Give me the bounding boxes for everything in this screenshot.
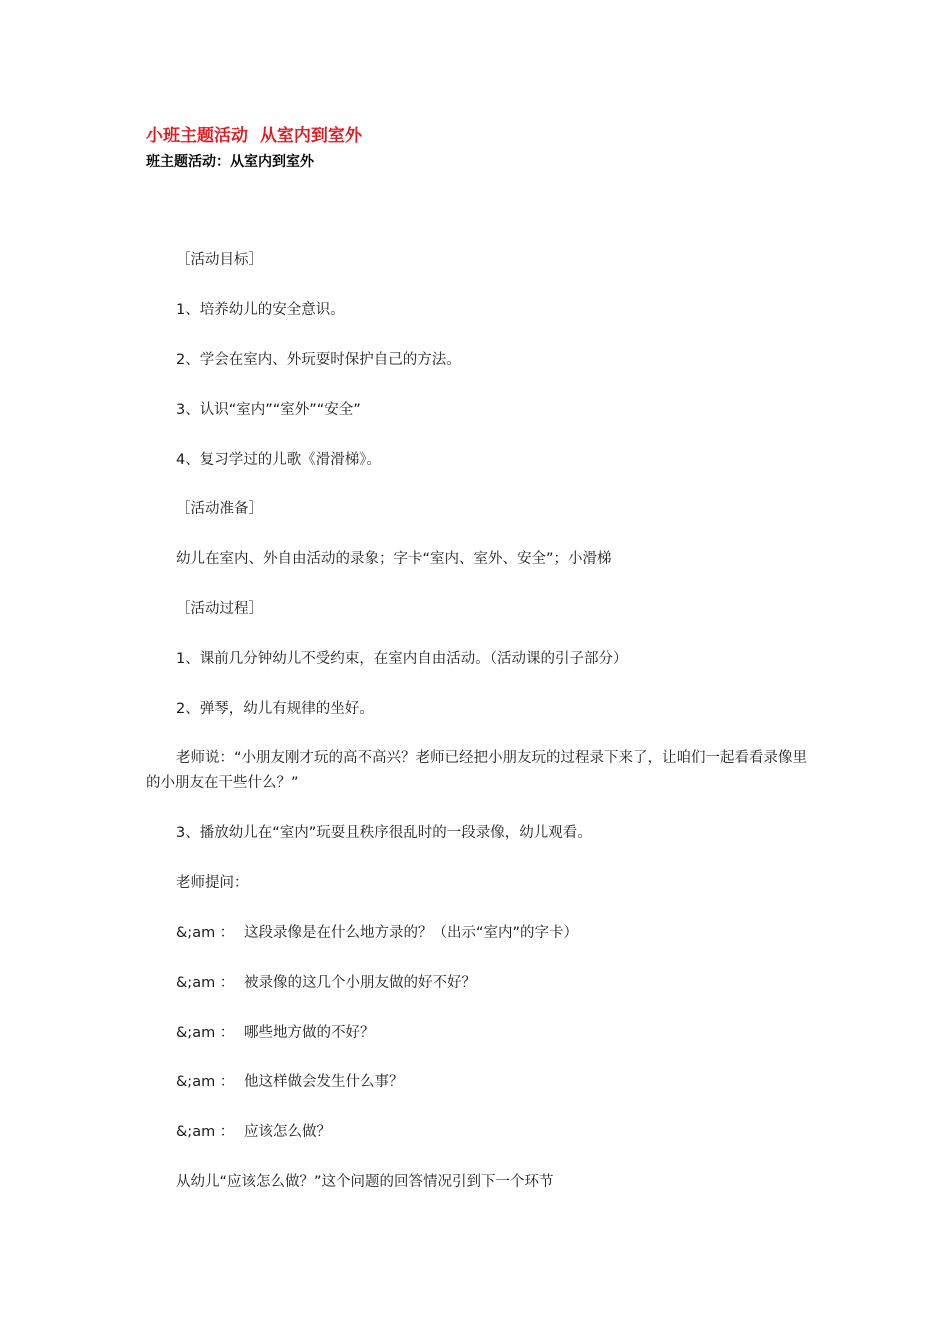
question-text: 他这样做会发生什么事？ — [244, 1074, 404, 1090]
section-heading-process: ［活动过程］ — [176, 601, 263, 617]
teacher-question-intro: 老师提问： — [176, 875, 249, 891]
question-marker: &;am ： — [176, 1124, 235, 1140]
document-subtitle: 班主题活动：从室内到室外 — [146, 154, 314, 170]
goal-item: 3、认识“室内”“室外”“安全” — [176, 402, 361, 418]
goal-item: 4、复习学过的儿歌《滑滑梯》。 — [176, 452, 381, 468]
question-item — [176, 1070, 404, 1095]
question-text: 哪些地方做的不好？ — [244, 1025, 375, 1041]
question-text: 应该怎么做？ — [244, 1124, 331, 1140]
section-heading-goals: ［活动目标］ — [176, 252, 263, 268]
question-marker: &;am ： — [176, 1074, 235, 1090]
question-marker: &;am ： — [176, 1025, 235, 1041]
teacher-speech: 老师说：“小朋友刚才玩的高不高兴？老师已经把小朋友玩的过程录下来了，让咱们一起看看录像里的小朋友在干些什么？” — [146, 750, 808, 791]
section-heading-preparation: ［活动准备］ — [176, 501, 263, 517]
preparation-text: 幼儿在室内、外自由活动的录象；字卡“室内、室外、安全”；小滑梯 — [176, 551, 612, 567]
question-marker: &;am ： — [176, 975, 235, 991]
question-text: 这段录像是在什么地方录的？（出示“室内”的字卡） — [244, 925, 579, 941]
question-item — [176, 971, 476, 996]
question-item — [176, 1120, 331, 1145]
question-item — [176, 921, 578, 946]
question-text: 被录像的这几个小朋友做的好不好？ — [244, 975, 476, 991]
goal-item: 1、培养幼儿的安全意识。 — [176, 302, 345, 318]
document-title: 小班主题活动 从室内到室外 — [146, 126, 362, 146]
goal-item: 2、学会在室内、外玩耍时保护自己的方法。 — [176, 352, 461, 368]
question-marker: &;am ： — [176, 925, 235, 941]
process-step: 2、弹琴，幼儿有规律的坐好。 — [176, 701, 374, 717]
question-item — [176, 1021, 375, 1046]
process-step: 1、课前几分钟幼儿不受约束，在室内自由活动。（活动课的引子部分） — [176, 651, 628, 667]
process-step: 3、播放幼儿在“室内”玩耍且秩序很乱时的一段录像，幼儿观看。 — [176, 825, 592, 841]
closing-text: 从幼儿“应该怎么做？”这个问题的回答情况引到下一个环节 — [176, 1174, 554, 1190]
